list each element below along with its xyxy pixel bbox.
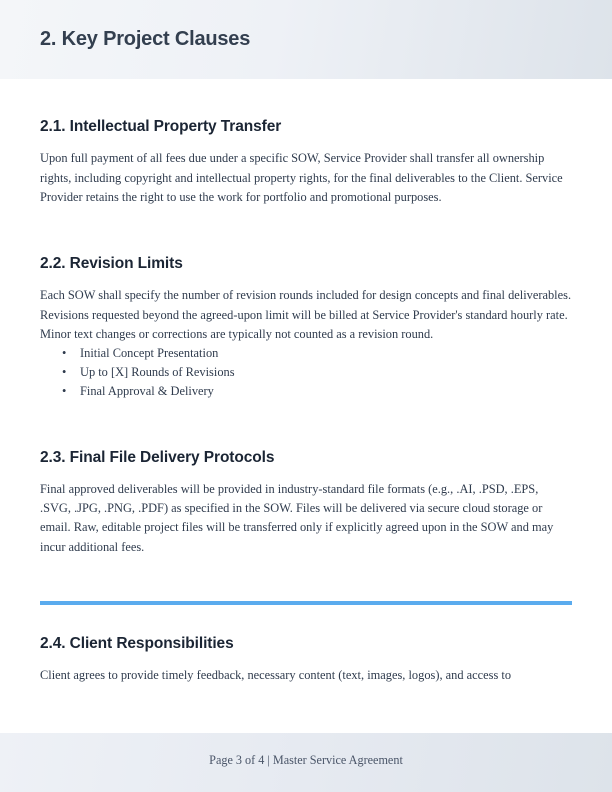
section-revision-limits — [40, 207, 572, 402]
bullet-icon: • — [62, 345, 67, 360]
list-item — [62, 382, 572, 401]
page-footer — [0, 733, 612, 792]
revision-bullet-list — [40, 344, 572, 402]
section-heading: 2.4. Client Responsibilities — [40, 634, 234, 652]
list-item-label: Final Approval & Delivery — [80, 384, 214, 399]
section-paragraph: Final approved deliverables will be provided in industry-standard file formats (e.g., .AI, .PSD, .EPS, .SVG, .JPG, .PNG, .PDF) as specified in the SOW. Files will be delivered via secure cloud storage or email. Raw, editable project files will be transferred only if explicitly agreed upon in the SOW and may incur additional fees. — [40, 481, 554, 554]
list-item-label: Up to [X] Rounds of Revisions — [80, 365, 235, 380]
section-client-responsibilities — [40, 605, 572, 686]
bullet-icon: • — [62, 384, 67, 399]
section-heading: 2.2. Revision Limits — [40, 254, 183, 272]
list-item — [62, 344, 572, 363]
page-header — [0, 0, 612, 79]
section-final-file-delivery-protocols — [40, 402, 572, 557]
section-intellectual-property-transfer — [40, 79, 572, 207]
section-heading: 2.3. Final File Delivery Protocols — [40, 448, 275, 466]
divider-container — [40, 557, 572, 605]
document-body — [0, 79, 612, 792]
section-paragraph: Each SOW shall specify the number of revision rounds included for design concepts and final deliverables. Revisions requested beyond the agreed-upon limit will be billed at Service Provider's standard hourly rate. Minor text changes or corrections are typically not counted as a revision round. — [40, 288, 572, 341]
list-item — [62, 363, 572, 382]
list-item-label: Initial Concept Presentation — [80, 345, 219, 360]
footer-text: Page 3 of 4 | Master Service Agreement — [209, 753, 403, 767]
page-title: 2. Key Project Clauses — [40, 28, 251, 50]
bullet-icon: • — [62, 365, 67, 380]
section-paragraph: Upon full payment of all fees due under a specific SOW, Service Provider shall transfer all ownership rights, including copyright and intellectual property rights, for the final deliverables to the Client. Service Provider retains the right to use the work for portfolio and promotional purposes. — [40, 151, 563, 204]
section-paragraph: Client agrees to provide timely feedback, necessary content (text, images, logos), and access to — [40, 668, 512, 683]
section-heading: 2.1. Intellectual Property Transfer — [40, 118, 282, 135]
